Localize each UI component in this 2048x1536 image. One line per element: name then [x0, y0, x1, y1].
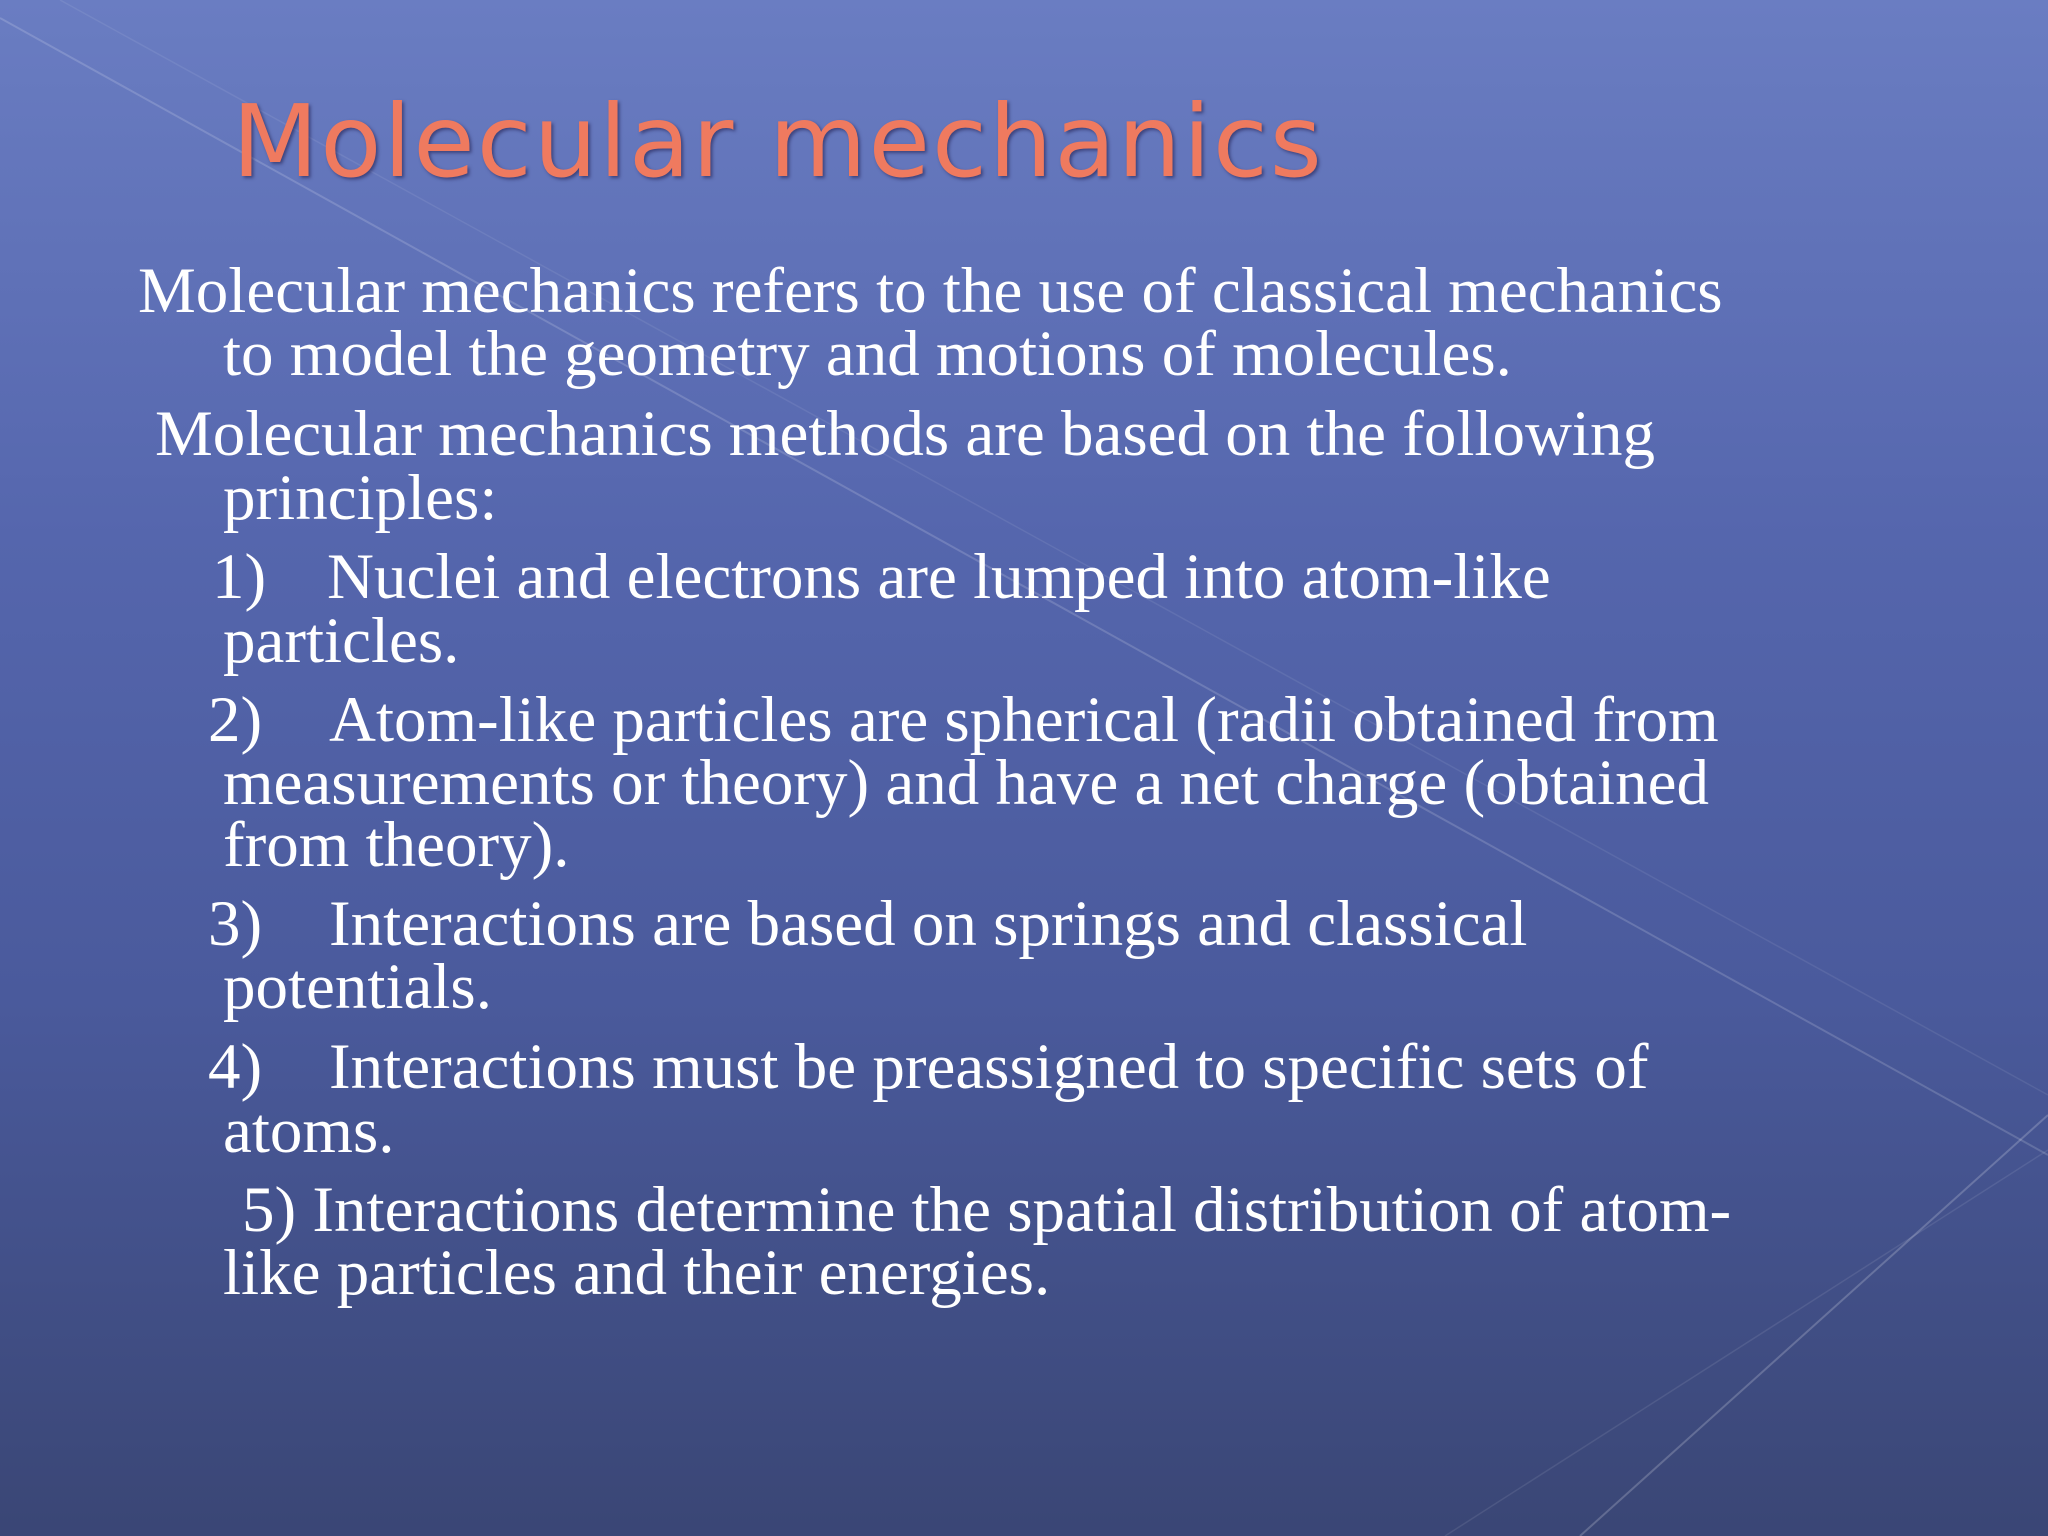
principle-2-number: 2)	[208, 684, 263, 756]
principle-3-number: 3)	[208, 888, 263, 960]
principle-2-line-1	[208, 684, 1719, 756]
principle-5-number: 5)	[242, 1174, 297, 1246]
methods-line-1: Molecular mechanics methods are based on the following	[155, 398, 1655, 470]
principle-4-text: Interactions must be preassigned to specific sets of	[329, 1031, 1649, 1103]
principle-4-line-1	[208, 1031, 1649, 1103]
principle-3-line-2: potentials.	[223, 951, 492, 1023]
intro-line-2: to model the geometry and motions of molecules.	[223, 318, 1512, 390]
principle-1-text: Nuclei and electrons are lumped into atom-like	[327, 541, 1551, 613]
principle-2-line-2: measurements or theory) and have a net charge (obtained	[223, 747, 1709, 819]
principle-3-text: Interactions are based on springs and classical	[329, 888, 1528, 960]
principle-2-line-3: from theory).	[223, 809, 570, 881]
principle-5-line-2: like particles and their energies.	[223, 1237, 1051, 1309]
principle-4-line-2: atoms.	[223, 1095, 395, 1167]
slide-title: Molecular mechanics	[232, 83, 1324, 200]
principle-5-text: Interactions determine the spatial distribution of atom-	[312, 1174, 1732, 1246]
principle-5-line-1	[242, 1174, 1732, 1246]
principle-1-number: 1)	[212, 541, 267, 613]
principle-1-line-2: particles.	[223, 605, 460, 677]
principle-3-line-1	[208, 888, 1528, 960]
methods-line-2: principles:	[223, 462, 498, 534]
intro-line-1: Molecular mechanics refers to the use of classical mechanics	[138, 255, 1723, 327]
principle-1-line-1	[212, 541, 1551, 613]
principle-2-text: Atom-like particles are spherical (radii obtained from	[329, 684, 1719, 756]
principle-4-number: 4)	[208, 1031, 263, 1103]
